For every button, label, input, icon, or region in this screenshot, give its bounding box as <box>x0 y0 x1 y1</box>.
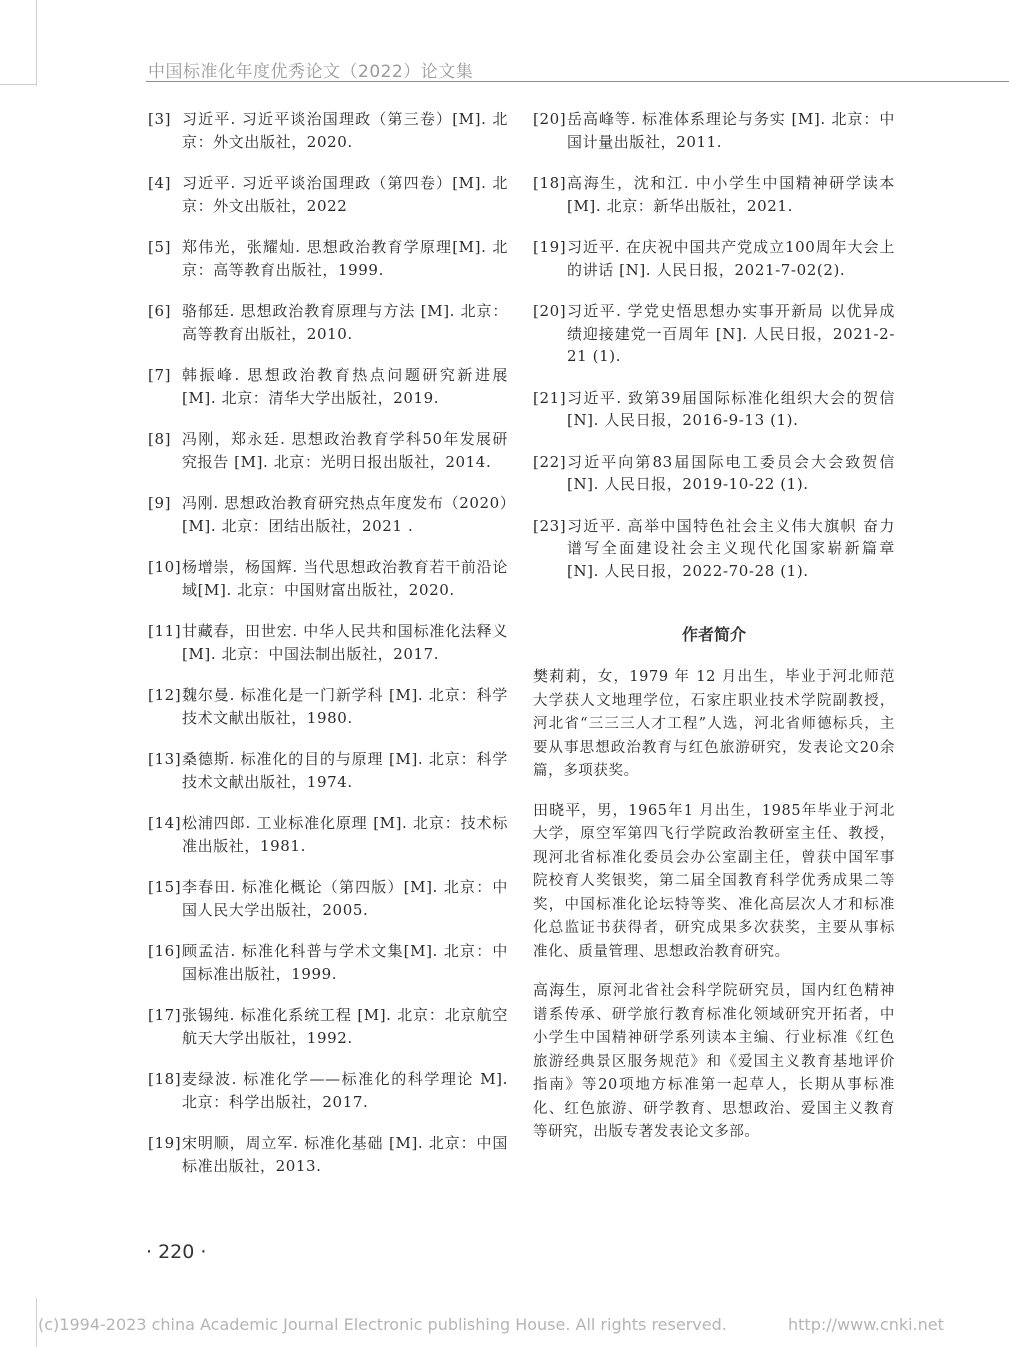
reference-text: 岳高峰等. 标准体系理论与务实 [M]. 北京：中国计量出版社，2011. <box>567 110 895 151</box>
reference-item <box>148 1132 508 1177</box>
reference-item <box>148 108 508 153</box>
reference-number: [18] <box>533 174 567 192</box>
reference-number: [19] <box>533 238 567 256</box>
reference-item <box>148 300 508 345</box>
reference-text: 习近平. 致第39届国际标准化组织大会的贺信 [N]. 人民日报，2016-9-13 (1). <box>567 388 895 429</box>
header-rule <box>146 81 1009 82</box>
reference-text: 习近平. 在庆祝中国共产党成立100周年大会上的讲话 [N]. 人民日报，2021-7-02(2). <box>567 238 895 279</box>
reference-text: 韩振峰. 思想政治教育热点问题研究新进展 [M]. 北京：清华大学出版社，2019. <box>182 366 508 407</box>
reference-number: [7] <box>148 366 172 384</box>
reference-number: [9] <box>148 494 172 512</box>
author-name: 高海生 <box>533 981 582 999</box>
reference-item <box>148 684 508 729</box>
reference-text: 冯刚. 思想政治教育研究热点年度发布（2020）[M]. 北京：团结出版社，2021 . <box>182 494 508 535</box>
author-name: 樊莉莉 <box>533 667 582 685</box>
author-bio-heading: 作者简介 <box>681 625 746 644</box>
reference-item <box>148 1004 508 1049</box>
author-name: 田晓平 <box>533 800 582 819</box>
reference-text: 宋明顺，周立军. 标准化基础 [M]. 北京：中国标准出版社，2013. <box>182 1134 508 1175</box>
reference-text: 张锡纯. 标准化系统工程 [M]. 北京：北京航空航天大学出版社，1992. <box>182 1006 508 1047</box>
reference-number: [22] <box>533 452 567 471</box>
reference-item <box>533 515 895 583</box>
copyright-footer: (c)1994-2023 china Academic Journal Electronic publishing House. All rights reserved. <box>38 1315 727 1334</box>
reference-number: [5] <box>148 238 172 256</box>
reference-item <box>533 300 895 368</box>
reference-text: 顾孟洁. 标准化科普与学术文集[M]. 北京：中国标准出版社，1999. <box>182 942 508 983</box>
reference-text: 甘藏春，田世宏. 中华人民共和国标准化法释义 [M]. 北京：中国法制出版社，2017. <box>182 622 508 663</box>
reference-text: 习近平向第83届国际电工委员会大会致贺信 [N]. 人民日报，2019-10-22 (1). <box>567 452 895 493</box>
reference-number: [17] <box>148 1006 182 1024</box>
reference-item <box>533 387 895 432</box>
reference-item <box>148 364 508 409</box>
reference-number: [6] <box>148 302 172 320</box>
references-right-column <box>533 108 895 1145</box>
reference-text: 麦绿波. 标准化学——标准化的科学理论 M]. 北京：科学出版社，2017. <box>182 1070 508 1111</box>
reference-item <box>148 940 508 985</box>
reference-item <box>148 876 508 921</box>
reference-item <box>533 108 895 153</box>
reference-number: [19] <box>148 1134 182 1152</box>
reference-number: [12] <box>148 686 182 704</box>
crop-mark <box>36 1298 37 1347</box>
footer-url: http://www.cnki.net <box>788 1315 944 1334</box>
reference-number: [21] <box>533 388 567 407</box>
reference-item <box>148 620 508 665</box>
reference-text: 李春田. 标准化概论（第四版）[M]. 北京：中国人民大学出版社，2005. <box>182 878 508 919</box>
reference-text: 魏尔曼. 标准化是一门新学科 [M]. 北京：科学技术文献出版社，1980. <box>182 686 508 727</box>
reference-number: [13] <box>148 750 182 768</box>
reference-item <box>533 451 895 496</box>
reference-number: [15] <box>148 878 182 896</box>
reference-number: [4] <box>148 174 172 192</box>
reference-item <box>148 1068 508 1113</box>
author-bio <box>533 799 895 965</box>
reference-text: 桑德斯. 标准化的目的与原理 [M]. 北京：科学技术文献出版社，1974. <box>182 750 508 791</box>
reference-number: [23] <box>533 516 567 535</box>
reference-number: [14] <box>148 814 182 832</box>
reference-item <box>148 556 508 601</box>
reference-text: 骆郁廷. 思想政治教育原理与方法 [M]. 北京：高等教育出版社，2010. <box>182 302 508 343</box>
reference-item <box>148 492 508 537</box>
references-left-column <box>148 108 508 1177</box>
reference-item <box>148 812 508 857</box>
crop-mark <box>36 0 37 86</box>
reference-text: 习近平. 习近平谈治国理政（第四卷）[M]. 北京：外文出版社，2022 <box>182 174 508 215</box>
reference-text: 习近平. 学党史悟思想办实事开新局 以优异成绩迎接建党一百周年 [N]. 人民日报，2021-2-21 (1). <box>567 302 895 365</box>
page-number: · 220 · <box>146 1241 207 1263</box>
reference-text: 杨增崇，杨国辉. 当代思想政治教育若干前沿论域[M]. 北京：中国财富出版社，2020. <box>182 558 508 599</box>
reference-item <box>533 172 895 217</box>
author-bio <box>533 979 895 1145</box>
reference-number: [16] <box>148 942 182 960</box>
reference-text: 冯刚，郑永廷. 思想政治教育学科50年发展研究报告 [M]. 北京：光明日报出版社，2014. <box>182 430 508 471</box>
reference-item <box>148 236 508 281</box>
crop-mark <box>0 84 36 85</box>
reference-number: [20] <box>533 110 567 128</box>
reference-text: 松浦四郎. 工业标准化原理 [M]. 北京：技术标准出版社，1981. <box>182 814 508 855</box>
reference-number: [3] <box>148 110 172 128</box>
reference-text: 郑伟光，张耀灿. 思想政治教育学原理[M]. 北京：高等教育出版社，1999. <box>182 238 508 279</box>
reference-item <box>148 428 508 473</box>
author-bio <box>533 665 895 784</box>
author-bio-text: ，女，1979 年 12 月出生，毕业于河北师范大学获人文地理学位，石家庄职业技术学院副教授，河北省“三三三人才工程”人选，河北省师德标兵，主要从事思想政治教育与红色旅游研究，发表论文20余篇，多项获奖。 <box>533 669 895 779</box>
running-header-title: 中国标准化年度优秀论文（2022）论文集 <box>148 62 474 82</box>
reference-item <box>148 748 508 793</box>
reference-item <box>533 236 895 281</box>
reference-number: [10] <box>148 558 182 576</box>
reference-item <box>148 172 508 217</box>
reference-text: 习近平. 高举中国特色社会主义伟大旗帜 奋力谱写全面建设社会主义现代化国家崭新篇章 [N]. 人民日报，2022-70-28 (1). <box>567 516 895 580</box>
author-bio-text: ，原河北省社会科学院研究员，国内红色精神谱系传承、研学旅行教育标准化领域研究开拓者，中小学生中国精神研学系列读本主编、行业标准《红色旅游经典景区服务规范》和《爱国主义教育基地评价指南》等20项地方标准第一起草人，长期从事标准化、红色旅游、研学教育、思想政治、爱国主义教育等研究，出版专著发表论文多部。 <box>533 983 895 1140</box>
reference-number: [11] <box>148 622 182 640</box>
reference-number: [20] <box>533 302 567 320</box>
reference-number: [18] <box>148 1070 182 1088</box>
author-bio-text: ，男，1965年1 月出生，1985年毕业于河北大学，原空军第四飞行学院政治教研室主任、教授，现河北省标准化委员会办公室副主任，曾获中国军事院校育人奖银奖，第二届全国教育科学优秀成果二等奖，中国标准化论坛特等奖、准化高层次人才和标准化总监证书获得者，研究成果多次获奖，主要从事标准化、质量管理、思想政治教育研究。 <box>533 802 895 960</box>
reference-text: 习近平. 习近平谈治国理政（第三卷）[M]. 北京：外文出版社，2020. <box>182 110 508 151</box>
reference-number: [8] <box>148 430 172 448</box>
reference-text: 高海生，沈和江. 中小学生中国精神研学读本 [M]. 北京：新华出版社，2021. <box>567 174 895 215</box>
